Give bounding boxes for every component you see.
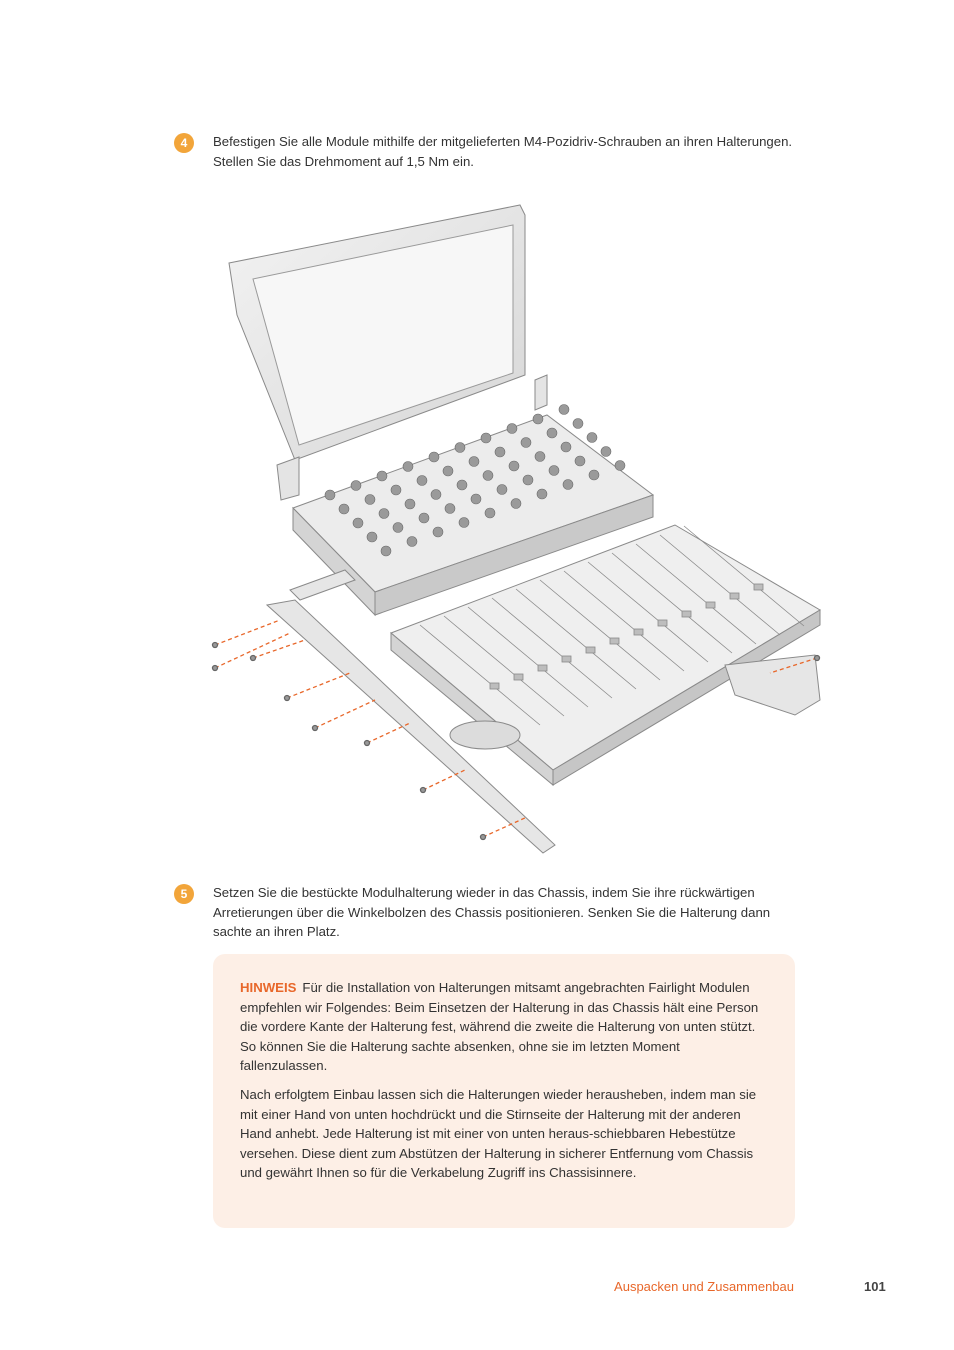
screw-guide xyxy=(215,633,290,668)
fader-cap xyxy=(706,602,715,608)
fader-cap xyxy=(586,647,595,653)
note-label: HINWEIS xyxy=(240,980,297,995)
step-number-badge: 4 xyxy=(174,133,194,153)
knob xyxy=(537,489,547,499)
knob xyxy=(495,447,505,457)
knob xyxy=(563,480,573,490)
screw-guide xyxy=(287,673,350,698)
fader-cap xyxy=(634,629,643,635)
fader-cap xyxy=(754,584,763,590)
screw-guide xyxy=(253,640,305,658)
knob xyxy=(507,424,517,434)
step-text: Befestigen Sie alle Module mithilfe der mitgelieferten M4-Pozidriv-Schrauben an ihren Halterungen. Stellen Sie das Drehmoment auf 1,5 Nm ein. xyxy=(213,134,793,169)
knob xyxy=(485,508,495,518)
knob xyxy=(615,461,625,471)
knob xyxy=(377,471,387,481)
step-text: Setzen Sie die bestückte Modulhalterung wieder in das Chassis, indem Sie ihre rückwärtigen Arretierungen über die Winkelbolzen des Chassis positionieren. Senken Sie die Halterung dann sachte an ihren Platz. xyxy=(213,885,771,939)
screw xyxy=(213,666,218,671)
fader-cap xyxy=(658,620,667,626)
knob xyxy=(457,480,467,490)
knob xyxy=(497,485,507,495)
knob xyxy=(419,513,429,523)
screw xyxy=(313,726,318,731)
fader-cap xyxy=(514,674,523,680)
note-paragraph-2: Nach erfolgtem Einbau lassen sich die Halterungen wieder herausheben, indem man sie mit einer Hand von unten hochdrückt und die Stirnseite der Halterung mit der anderen Hand anhebt. Jede Halterung ist mit einer von unten heraus-schiebbaren Hebestütze versehen. Diese dient zum Abstützen der Halterung in sicherer Entfernung vom Chassis und gewährt Ihnen so für die Verkabelung Zugriff ins Chassisinnere. xyxy=(240,1087,757,1181)
screw xyxy=(421,788,426,793)
knob xyxy=(549,466,559,476)
note-text: Für die Installation von Halterungen mitsamt angebrachten Fairlight Modulen empfehlen wir Folgendes: Beim Einsetzen der Halterung in das Chassis hält eine Person die vordere Kante der Halterung fest, während die zweite die Halterung von unten stützt. So können Sie die Halterung sachte absenken, ohne sie im letzten Moment fallenzulassen. xyxy=(240,980,759,1074)
screw xyxy=(481,835,486,840)
knob xyxy=(429,452,439,462)
knob xyxy=(443,466,453,476)
knob xyxy=(521,438,531,448)
console-assembly-illustration xyxy=(195,195,835,865)
knob xyxy=(351,481,361,491)
note-box xyxy=(213,954,795,1228)
knob xyxy=(433,527,443,537)
knob xyxy=(575,456,585,466)
knob xyxy=(547,428,557,438)
fader-cap xyxy=(538,665,547,671)
knob xyxy=(381,546,391,556)
knob xyxy=(561,442,571,452)
knob xyxy=(469,457,479,467)
footer-section-title: Auspacken und Zusammenbau xyxy=(614,1279,794,1294)
fader-cap xyxy=(562,656,571,662)
knob xyxy=(511,499,521,509)
knob xyxy=(459,518,469,528)
knob xyxy=(587,433,597,443)
screw-guide xyxy=(315,700,375,728)
note-paragraph-1 xyxy=(240,978,770,1076)
knob xyxy=(417,476,427,486)
knob xyxy=(523,475,533,485)
knob xyxy=(405,499,415,509)
knob xyxy=(445,504,455,514)
fader-cap xyxy=(610,638,619,644)
knob xyxy=(601,447,611,457)
fader-cap xyxy=(682,611,691,617)
knob xyxy=(391,485,401,495)
knob xyxy=(533,414,543,424)
screw-guide xyxy=(215,620,280,645)
screw xyxy=(251,656,256,661)
knob xyxy=(509,461,519,471)
screw xyxy=(365,741,370,746)
knob xyxy=(431,490,441,500)
knob xyxy=(379,509,389,519)
screw xyxy=(815,656,820,661)
step-number-badge: 5 xyxy=(174,884,194,904)
knob xyxy=(589,470,599,480)
screw xyxy=(213,643,218,648)
knob xyxy=(483,471,493,481)
knob xyxy=(559,405,569,415)
knob xyxy=(455,443,465,453)
knob xyxy=(481,433,491,443)
knob xyxy=(353,518,363,528)
fader-cap xyxy=(730,593,739,599)
knob xyxy=(367,532,377,542)
fader-cap xyxy=(490,683,499,689)
knob xyxy=(365,495,375,505)
knob xyxy=(471,494,481,504)
knob xyxy=(393,523,403,533)
screw xyxy=(285,696,290,701)
knob xyxy=(407,537,417,547)
knob xyxy=(339,504,349,514)
knob xyxy=(535,452,545,462)
knob xyxy=(573,419,583,429)
knob xyxy=(403,462,413,472)
page-number: 101 xyxy=(864,1279,886,1294)
knob xyxy=(325,490,335,500)
